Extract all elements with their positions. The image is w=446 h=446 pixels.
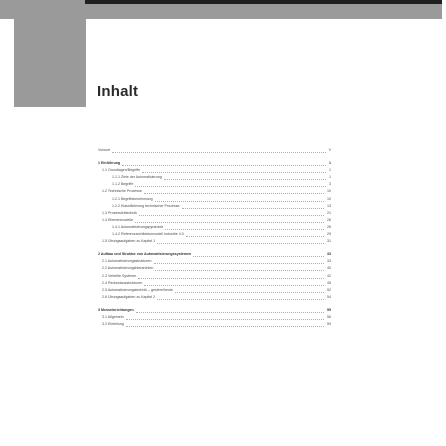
toc-leader-dots bbox=[144, 283, 324, 286]
toc-leader-dots bbox=[126, 324, 324, 327]
toc-entry-page: 3 bbox=[329, 182, 331, 186]
toc-entry-page: 26 bbox=[327, 218, 331, 222]
toc-entry-page: 10 bbox=[327, 197, 331, 201]
toc-row[interactable] bbox=[98, 218, 331, 225]
toc-leader-dots bbox=[157, 297, 324, 300]
toc-entry-page: 1 bbox=[329, 161, 331, 165]
toc-entry-page: 59 bbox=[327, 322, 331, 326]
toc-entry-page: 26 bbox=[327, 225, 331, 229]
toc-row[interactable] bbox=[98, 252, 331, 259]
toc-entry-label: 2.4 Redundanzstrukturen bbox=[102, 281, 143, 285]
toc-entry-page: 21 bbox=[327, 211, 331, 215]
toc-leader-dots bbox=[135, 220, 324, 223]
toc-entry-page: 29 bbox=[327, 232, 331, 236]
toc-leader-dots bbox=[122, 163, 326, 166]
toc-row[interactable] bbox=[98, 161, 331, 168]
toc-row[interactable] bbox=[98, 322, 331, 329]
toc-row[interactable] bbox=[98, 168, 331, 175]
toc-entry-label: 1.2.2 Klassifizierung technischer Prozesse bbox=[112, 204, 180, 208]
toc-leader-dots bbox=[155, 199, 324, 202]
toc-leader-dots bbox=[165, 227, 324, 230]
toc-leader-dots bbox=[139, 213, 324, 216]
toc-entry-page: 1 bbox=[329, 168, 331, 172]
toc-leader-dots bbox=[175, 290, 324, 293]
toc-entry-label: 2.6 Übungsaufgaben zu Kapitel 2 bbox=[102, 295, 156, 299]
toc-row[interactable] bbox=[98, 148, 331, 155]
page-title: Inhalt bbox=[97, 83, 139, 100]
toc-leader-dots bbox=[135, 184, 326, 187]
toc-entry-page: 55 bbox=[327, 308, 331, 312]
toc-entry-label: 2.3 Verteilte Systeme bbox=[102, 274, 136, 278]
toc-entry-page: 1 bbox=[329, 175, 331, 179]
toc-entry-label: 2 Aufbau und Struktur von Automatisierungssystemen bbox=[98, 252, 192, 256]
toc-row[interactable] bbox=[98, 259, 331, 266]
toc-entry-label: 1.1 Grundlagen/Begriffe bbox=[102, 168, 141, 172]
toc-entry-label: 1.2.1 Begriffsbestimmung bbox=[112, 197, 153, 201]
toc-leader-dots bbox=[186, 234, 324, 237]
toc-row[interactable] bbox=[98, 211, 331, 218]
toc-entry-page: 33 bbox=[327, 259, 331, 263]
toc-leader-dots bbox=[126, 317, 324, 320]
toc-entry-label: 2.1 Automatisierungsstrukturen bbox=[102, 259, 152, 263]
toc-leader-dots bbox=[164, 177, 326, 180]
toc-entry-label: 1.4.1 Automatisierungspyramide bbox=[112, 225, 164, 229]
toc-row[interactable] bbox=[106, 197, 331, 204]
toc-leader-dots bbox=[154, 261, 324, 264]
toc-entry-label: 1.5 Übungsaufgaben zu Kapitel 1 bbox=[102, 239, 156, 243]
toc-entry-label: 1.1.1 Ziele der Automatisierung bbox=[112, 175, 162, 179]
toc-entry-label: 2.2 Automatisierungshierarchien bbox=[102, 266, 154, 270]
toc-entry-page: 13 bbox=[327, 204, 331, 208]
toc-entry-label: 1.4 Ebenenmodelle bbox=[102, 218, 133, 222]
toc-leader-dots bbox=[182, 206, 324, 209]
toc-leader-dots bbox=[157, 241, 324, 244]
toc-row[interactable] bbox=[98, 281, 331, 288]
toc-entry-label: 1.3 Prozessleittechnik bbox=[102, 211, 137, 215]
toc-leader-dots bbox=[138, 276, 324, 279]
toc-entry-page: 45 bbox=[327, 281, 331, 285]
toc-entry-label: 1.2 Technische Prozesse bbox=[102, 189, 142, 193]
toc-entry-label: 2.5 Automatisierungstechnik – gestern/heute bbox=[102, 288, 173, 292]
toc-entry-page: V bbox=[328, 148, 331, 152]
toc-row[interactable] bbox=[98, 266, 331, 273]
toc-entry-label: 3 Messeinrichtungen bbox=[98, 308, 134, 312]
toc-row[interactable] bbox=[106, 182, 331, 189]
toc-entry-page: 10 bbox=[327, 189, 331, 193]
toc-leader-dots bbox=[142, 170, 326, 173]
toc-entry-page: 42 bbox=[327, 274, 331, 278]
toc-row[interactable] bbox=[106, 232, 331, 239]
toc-row[interactable] bbox=[98, 288, 331, 295]
toc-row[interactable] bbox=[98, 295, 331, 302]
toc-leader-dots bbox=[155, 268, 324, 271]
toc-row[interactable] bbox=[98, 274, 331, 281]
toc-entry-label: Vorwort bbox=[98, 148, 111, 152]
toc-row[interactable] bbox=[98, 189, 331, 196]
toc-entry-label: 1.1.2 Begriffe bbox=[112, 182, 134, 186]
toc-leader-dots bbox=[112, 150, 326, 153]
toc-entry-page: 54 bbox=[327, 295, 331, 299]
toc-entry-label: 1 Einführung bbox=[98, 161, 121, 165]
toc-row[interactable] bbox=[106, 204, 331, 211]
toc-row[interactable] bbox=[98, 239, 331, 246]
toc-row[interactable] bbox=[106, 225, 331, 232]
toc-entry-label: 1.4.2 Referenzarchitekturmodell Industrie 4.0 bbox=[112, 232, 184, 236]
toc-leader-dots bbox=[136, 310, 324, 313]
toc-entry-page: 56 bbox=[327, 315, 331, 319]
toc-row[interactable] bbox=[98, 315, 331, 322]
toc-entry-label: 3.2 Einteilung bbox=[102, 322, 124, 326]
toc-entry-page: 40 bbox=[327, 266, 331, 270]
toc-leader-dots bbox=[193, 254, 324, 257]
toc-row[interactable] bbox=[98, 308, 331, 315]
toc-entry-page: 52 bbox=[327, 288, 331, 292]
toc-entry-label: 3.1 Allgemein bbox=[102, 315, 124, 319]
toc-entry-page: 31 bbox=[327, 239, 331, 243]
toc-entry-page: 33 bbox=[327, 252, 331, 256]
toc-leader-dots bbox=[144, 191, 324, 194]
toc-row[interactable] bbox=[106, 175, 331, 182]
